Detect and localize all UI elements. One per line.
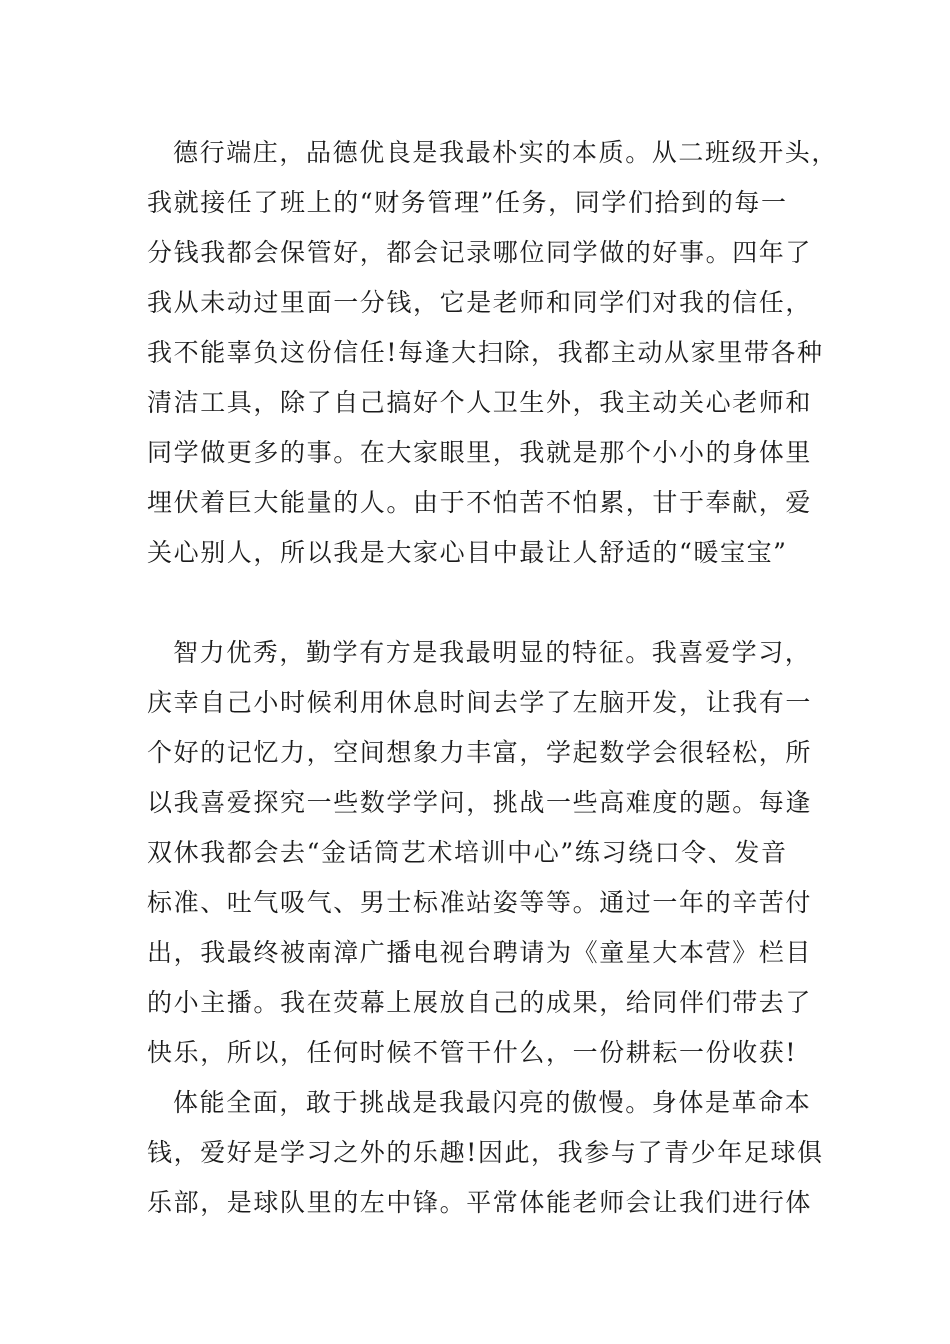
- text-line: 标准、吐气吸气、男士标准站姿等等。通过一年的辛苦付: [147, 888, 813, 917]
- text-line: 我从未动过里面一分钱，它是老师和同学们对我的信任，: [147, 288, 813, 317]
- text-line: 我不能辜负这份信任!每逢大扫除，我都主动从家里带各种: [147, 338, 824, 367]
- text-line: 体能全面，敢于挑战是我最闪亮的傲慢。身体是革命本: [173, 1088, 812, 1117]
- text-line: 钱，爱好是学习之外的乐趣!因此，我参与了青少年足球俱: [147, 1138, 824, 1167]
- text-line: 智力优秀，勤学有方是我最明显的特征。我喜爱学习，: [173, 638, 812, 667]
- text-line: 的小主播。我在荧幕上展放自己的成果，给同伴们带去了: [147, 988, 813, 1017]
- text-line: 关心别人，所以我是大家心目中最让人舒适的“暖宝宝”: [147, 538, 788, 567]
- text-line: 埋伏着巨大能量的人。由于不怕苦不怕累，甘于奉献，爱: [147, 488, 813, 517]
- text-line: 我就接任了班上的“财务管理”任务，同学们拾到的每一: [147, 188, 788, 217]
- text-line: 快乐，所以，任何时候不管干什么，一份耕耘一份收获!: [147, 1038, 798, 1067]
- text-line: 分钱我都会保管好，都会记录哪位同学做的好事。四年了: [147, 238, 813, 267]
- text-line: 庆幸自己小时候利用休息时间去学了左脑开发，让我有一: [147, 688, 813, 717]
- text-line: 双休我都会去“金话筒艺术培训中心”练习绕口令、发音: [147, 838, 788, 867]
- text-line: 德行端庄，品德优良是我最朴实的本质。从二班级开头，: [173, 138, 839, 167]
- text-line: 个好的记忆力，空间想象力丰富，学起数学会很轻松，所: [147, 738, 813, 767]
- text-line: 乐部，是球队里的左中锋。平常体能老师会让我们进行体: [147, 1188, 813, 1217]
- text-line: 同学做更多的事。在大家眼里，我就是那个小小的身体里: [147, 438, 813, 467]
- text-line: 以我喜爱探究一些数学学问，挑战一些高难度的题。每逢: [147, 788, 813, 817]
- text-line: 清洁工具，除了自己搞好个人卫生外，我主动关心老师和: [147, 388, 813, 417]
- text-line: 出，我最终被南漳广播电视台聘请为《童星大本营》栏目: [147, 938, 813, 967]
